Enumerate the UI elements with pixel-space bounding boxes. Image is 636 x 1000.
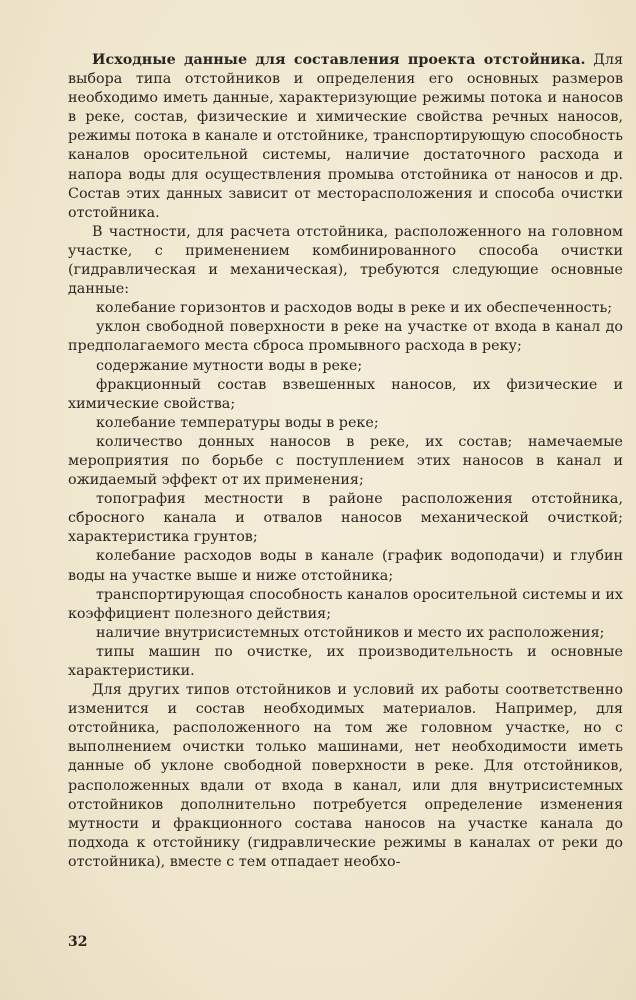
list-item: транспортирующая способность каналов оросительной системы и их коэффициент полезного действия; <box>68 586 623 622</box>
list-item: колебание расходов воды в канале (график водоподачи) и глубин воды на участке выше и ниже отстойника; <box>68 548 623 584</box>
list-item: колебание горизонтов и расходов воды в реке и их обеспеченность; <box>96 300 613 317</box>
list-item: количество донных наносов в реке, их состав; намечаемые мероприятия по борьбе с поступлением этих наносов в канал и ожидаемый эффект от их применения; <box>68 433 623 489</box>
section-heading: Исходные данные для составления проекта отстойника. <box>92 52 586 68</box>
page-body <box>68 51 623 872</box>
paragraph-intro-text: Для выбора типа отстойников и определения его основных размеров необходимо иметь данные, характеризующие режимы потока и наносов в реке, состав, физические и химические свойства речных наносов, режимы потока в канале и отстойнике, транспортирующую способность каналов оросительной системы, наличие достаточного расхода и напора воды для осуществления промыва отстойника от наносов и др. Состав этих данных зависит от месторасположения и способа очистки отстойника. <box>68 52 623 221</box>
paragraph-closing: Для других типов отстойников и условий их работы соответственно изменится и состав необходимых материалов. Например, для отстойника, расположенного на том же головном участке, но с выполнением очистки только машинами, нет необходимости иметь данные об уклоне свободной поверхности в реке. Для отстойников, расположенных вдали от входа в канал, или для внутрисистемных отстойников дополнительно потребуется определение изменения мутности и фракционного состава наносов на участке канала до подхода к отстойнику (гидравлические режимы в каналах от реки до отстойника), вместе с тем отпадает необхо- <box>68 682 623 870</box>
page-number: 32 <box>68 934 88 950</box>
paragraph-intro <box>68 51 623 223</box>
list-item: наличие внутрисистемных отстойников и место их расположения; <box>96 624 605 641</box>
paragraph-data-list-intro: В частности, для расчета отстойника, расположенного на головном участке, с применением комбинированного способа очистки (гидравлическая и механическая), требуются следующие основные данные: <box>68 223 623 298</box>
list-item: топография местности в районе расположения отстойника, сбросного канала и отвалов наносов механической очисткой; характеристика грунтов; <box>68 491 623 546</box>
list-item: типы машин по очистке, их производительность и основные характеристики. <box>68 643 623 679</box>
list-item: фракционный состав взвешенных наносов, их физические и химические свойства; <box>68 376 623 412</box>
list-item: уклон свободной поверхности в реке на участке от входа в канал до предполагаемого места сброса промывного расхода в реку; <box>68 319 623 355</box>
list-item: содержание мутности воды в реке; <box>96 357 363 374</box>
list-item: колебание температуры воды в реке; <box>96 414 379 431</box>
